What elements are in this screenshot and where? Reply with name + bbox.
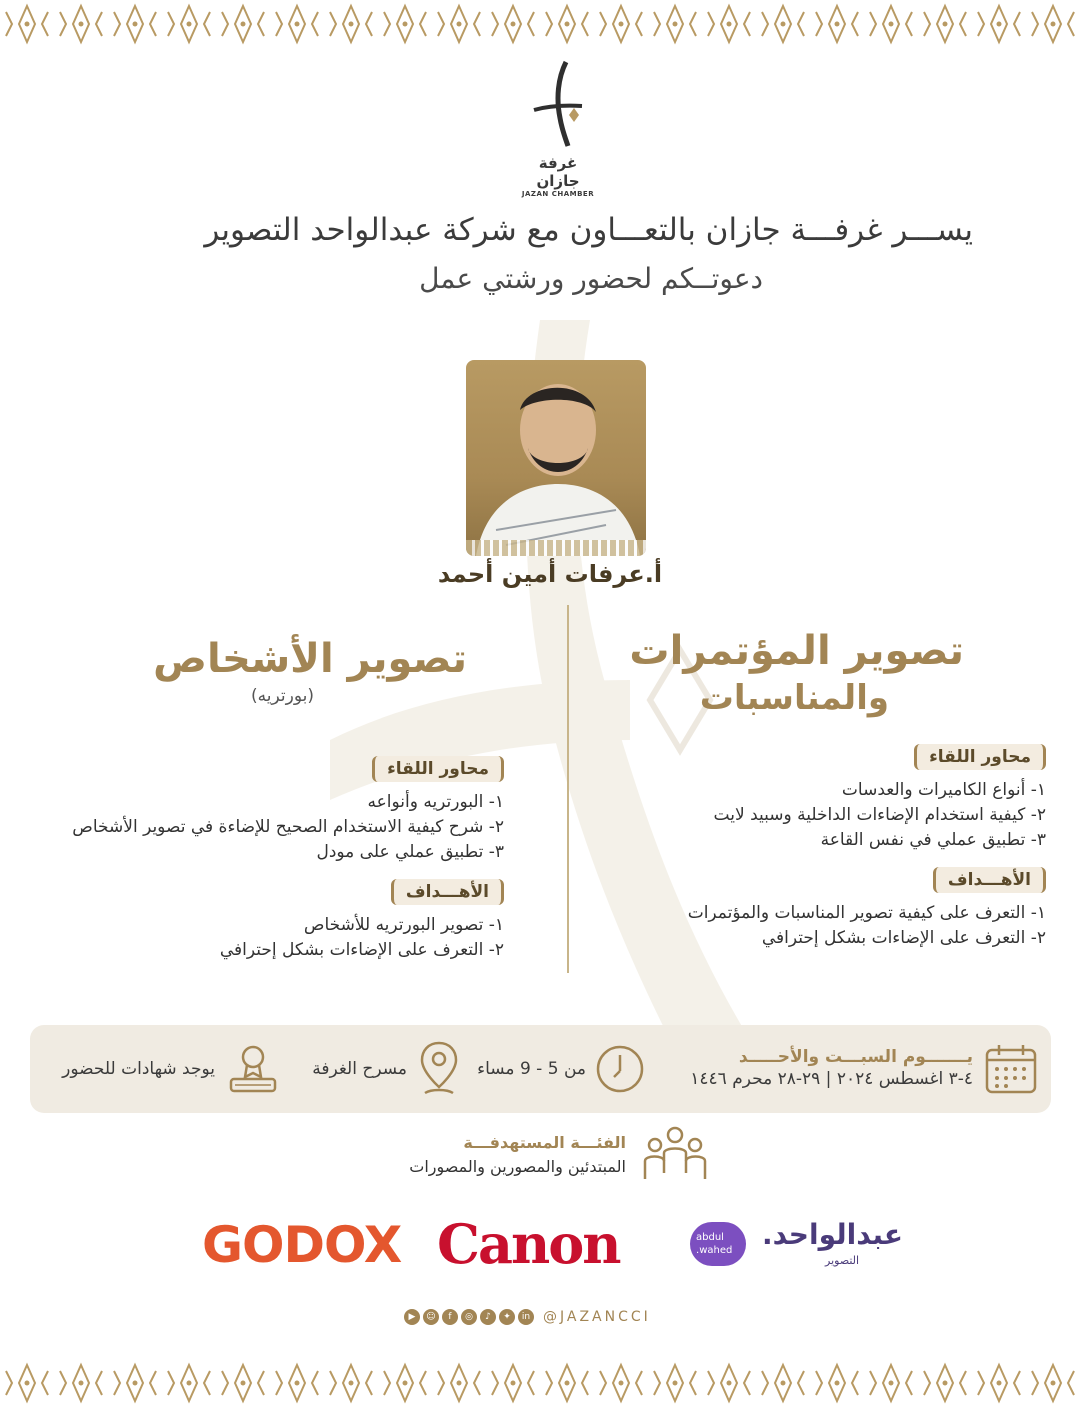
social-media-bar [404,1305,680,1329]
canon-logo: Canon [437,1212,620,1276]
sponsor-logos [0,1208,1081,1278]
godox-logo: GODOX [202,1216,402,1274]
youtube-icon[interactable]: ▶ [404,1309,420,1325]
audience-value: المبتدئين والمصورين والمصورات [409,1157,626,1176]
invitation-subheadline: دعوتــكم لحضور ورشتي عمل [419,262,763,295]
logo-text-ar: غرفة جازان [536,154,580,190]
snapchat-icon[interactable]: ☺ [423,1309,439,1325]
events-goals-label: الأهـــداف [933,867,1046,893]
workshop-portrait-subtitle: (بورتريه) [251,686,314,706]
event-time [477,1025,646,1113]
top-ornament-border [0,0,1081,48]
certificate-value: يوجد شهادات للحضور [62,1059,215,1079]
workshop-events-column [576,628,1046,951]
abdulwahed-subtitle: التصوير [825,1254,860,1267]
logo-text-en: JAZAN CHAMBER [521,190,595,198]
portrait-topics-list [24,790,504,865]
jazan-chamber-logo [518,58,598,198]
list-item: ٢- كيفية استخدام الإضاءات الداخلية وسبيد لايت [713,805,1046,825]
portrait-topics-label: محاور اللقاء [372,756,504,782]
event-certificate [62,1025,281,1113]
invitation-headline: يســـر غرفـــة جازان بالتعـــاون مع شركة عبدالواحد التصوير [204,212,973,248]
workshop-events-title-line2: والمناسبات [699,678,889,718]
group-people-icon [640,1123,710,1187]
abdulwahed-badge-logo: abdul wahed. [690,1222,746,1266]
speaker-portrait-placeholder [466,360,646,556]
event-info-bar [30,1025,1051,1113]
clock-icon [594,1043,646,1095]
abdulwahed-arabic-logo: عبدالواحد. [762,1218,903,1251]
list-item: ١- التعرف على كيفية تصوير المناسبات والمؤتمرات [687,903,1046,923]
venue-value: مسرح الغرفة [312,1059,407,1079]
photo-ornament-stripe [466,540,646,556]
linkedin-icon[interactable]: in [518,1309,534,1325]
facebook-icon[interactable]: f [442,1309,458,1325]
portrait-goals-list [24,913,504,963]
events-topics-list [576,778,1046,853]
audience-label: الفئـــة المستهدفـــة [463,1133,626,1152]
time-value: من 5 - 9 مساء [477,1059,586,1079]
column-divider [567,605,569,973]
logo-mark-icon [528,58,588,148]
list-item: ٢- التعرف على الإضاءات بشكل إحترافي [761,928,1046,948]
portrait-goals-label: الأهـــداف [391,879,504,905]
calendar-icon [983,1042,1039,1096]
events-goals-list [576,901,1046,951]
bottom-ornament-border [0,1359,1081,1407]
social-handle[interactable]: @JAZANCCI [543,1309,651,1325]
workshop-events-title: تصوير المؤتمرات [629,628,964,674]
list-item: ١- البورتريه وأنواعه [367,792,504,812]
location-pin-icon [417,1039,461,1099]
list-item: ١- أنواع الكاميرات والعدسات [841,780,1046,800]
tiktok-icon[interactable]: ♪ [480,1309,496,1325]
list-item: ٣- تطبيق عملي في نفس القاعة [820,830,1046,850]
list-item: ٢- شرح كيفية الاستخدام الصحيح للإضاءة في تصوير الأشخاص [72,817,504,837]
list-item: ٣- تطبيق عملي على مودل [316,842,504,862]
list-item: ١- تصوير البورتريه للأشخاص [303,915,504,935]
workshop-portrait-title: تصوير الأشخاص [153,636,467,682]
event-date [690,1025,1039,1113]
date-value: ٤-٣ اغسطس ٢٠٢٤ | ٢٩-٢٨ محرم ١٤٤٦ [690,1069,973,1089]
twitter-icon[interactable]: ✦ [499,1309,515,1325]
speaker-photo [466,360,646,556]
target-audience [380,1120,710,1190]
certificate-icon [225,1041,281,1097]
events-topics-label: محاور اللقاء [914,744,1046,770]
list-item: ٢- التعرف على الإضاءات بشكل إحترافي [219,940,504,960]
workshop-portrait-column [24,636,504,963]
instagram-icon[interactable]: ◎ [461,1309,477,1325]
speaker-name: أ.عرفات أمين أحمد [437,560,663,588]
event-venue [312,1025,461,1113]
date-days: يـــــــوم السبـــت والأحـــــد [738,1047,973,1067]
